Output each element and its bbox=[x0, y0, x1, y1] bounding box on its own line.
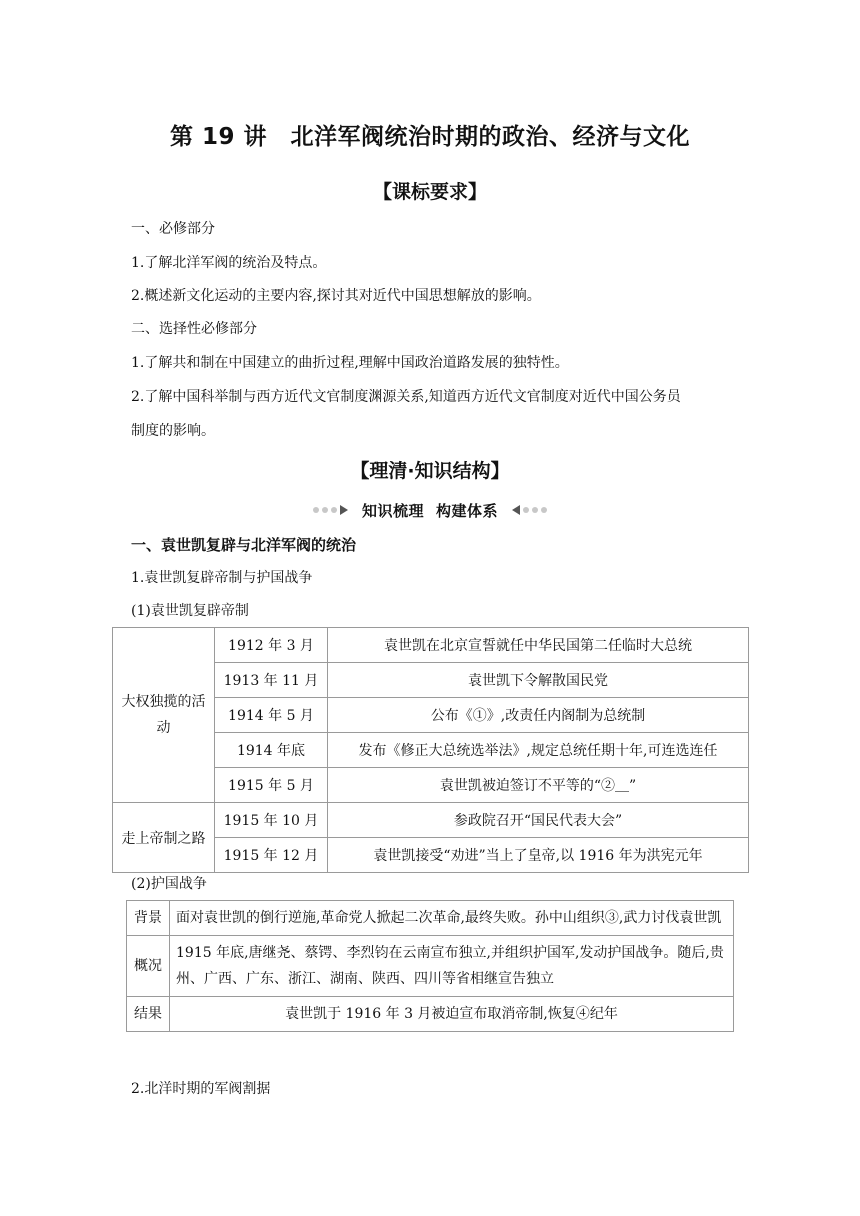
dots-decoration bbox=[512, 505, 547, 515]
date-cell: 1914 年 5 月 bbox=[215, 698, 328, 733]
subsection-title: (1)袁世凯复辟帝制 bbox=[131, 603, 249, 619]
huguo-war-table bbox=[126, 900, 734, 1032]
group-cell: 走上帝制之路 bbox=[113, 803, 215, 873]
banner-text bbox=[356, 500, 504, 521]
date-cell: 1915 年 12 月 bbox=[215, 838, 328, 873]
table-row bbox=[127, 901, 734, 936]
date-cell: 1912 年 3 月 bbox=[215, 628, 328, 663]
page-title: 第 19 讲 北洋军阀统治时期的政治、经济与文化 bbox=[169, 124, 691, 150]
curriculum-line: 1.了解共和制在中国建立的曲折过程,理解中国政治道路发展的独特性。 bbox=[131, 355, 569, 371]
curriculum-line: 二、选择性必修部分 bbox=[131, 321, 257, 337]
dots-decoration bbox=[313, 505, 348, 515]
curriculum-line: 一、必修部分 bbox=[131, 221, 215, 237]
date-cell: 1915 年 10 月 bbox=[215, 803, 328, 838]
subsection-title: (2)护国战争 bbox=[131, 876, 207, 892]
curriculum-line: 2.概述新文化运动的主要内容,探讨其对近代中国思想解放的影响。 bbox=[131, 288, 541, 304]
subsection-title: 2.北洋时期的军阀割据 bbox=[131, 1081, 271, 1097]
row-label: 概况 bbox=[127, 936, 170, 997]
table-row bbox=[113, 803, 749, 838]
banner-label: 知识梳理 bbox=[361, 501, 424, 520]
curriculum-line: 2.了解中国科举制与西方近代文官制度渊源关系,知道西方近代文官制度对近代中国公务员 bbox=[131, 389, 681, 405]
table-row bbox=[127, 936, 734, 997]
arrow-right-icon bbox=[340, 505, 348, 515]
group-cell: 大权独揽的活动 bbox=[113, 628, 215, 803]
row-text: 1915 年底,唐继尧、蔡锷、李烈钧在云南宣布独立,并组织护国军,发动护国战争。随后,贵州、广西、广东、浙江、湖南、陕西、四川等省相继宣告独立 bbox=[170, 936, 734, 997]
table-row bbox=[113, 628, 749, 663]
curriculum-line: 制度的影响。 bbox=[131, 423, 215, 439]
table-row bbox=[127, 997, 734, 1032]
event-cell: 公布《①》,改责任内阁制为总统制 bbox=[328, 698, 749, 733]
curriculum-line: 1.了解北洋军阀的统治及特点。 bbox=[131, 255, 327, 271]
row-text: 袁世凯于 1916 年 3 月被迫宣布取消帝制,恢复④纪年 bbox=[170, 997, 734, 1032]
event-cell: 参政院召开“国民代表大会” bbox=[328, 803, 749, 838]
event-cell: 袁世凯接受“劝进”当上了皇帝,以 1916 年为洪宪元年 bbox=[328, 838, 749, 873]
event-cell: 袁世凯下令解散国民党 bbox=[328, 663, 749, 698]
date-cell: 1913 年 11 月 bbox=[215, 663, 328, 698]
row-label: 背景 bbox=[127, 901, 170, 936]
subsection-title: 1.袁世凯复辟帝制与护国战争 bbox=[131, 570, 313, 586]
row-label: 结果 bbox=[127, 997, 170, 1032]
curriculum-heading: 【课标要求】 bbox=[372, 181, 487, 203]
row-text: 面对袁世凯的倒行逆施,革命党人掀起二次革命,最终失败。孙中山组织③,武力讨伐袁世凯 bbox=[170, 901, 734, 936]
banner-label: 构建体系 bbox=[436, 501, 499, 520]
structure-heading: 【理清·知识结构】 bbox=[350, 460, 510, 482]
date-cell: 1914 年底 bbox=[215, 733, 328, 768]
restoration-table bbox=[112, 627, 749, 873]
section-title: 一、袁世凯复辟与北洋军阀的统治 bbox=[131, 536, 357, 554]
event-cell: 发布《修正大总统选举法》,规定总统任期十年,可连选连任 bbox=[328, 733, 749, 768]
event-cell: 袁世凯在北京宣誓就任中华民国第二任临时大总统 bbox=[328, 628, 749, 663]
section-banner bbox=[0, 498, 860, 522]
event-cell: 袁世凯被迫签订不平等的“②＿” bbox=[328, 768, 749, 803]
date-cell: 1915 年 5 月 bbox=[215, 768, 328, 803]
arrow-left-icon bbox=[512, 505, 520, 515]
